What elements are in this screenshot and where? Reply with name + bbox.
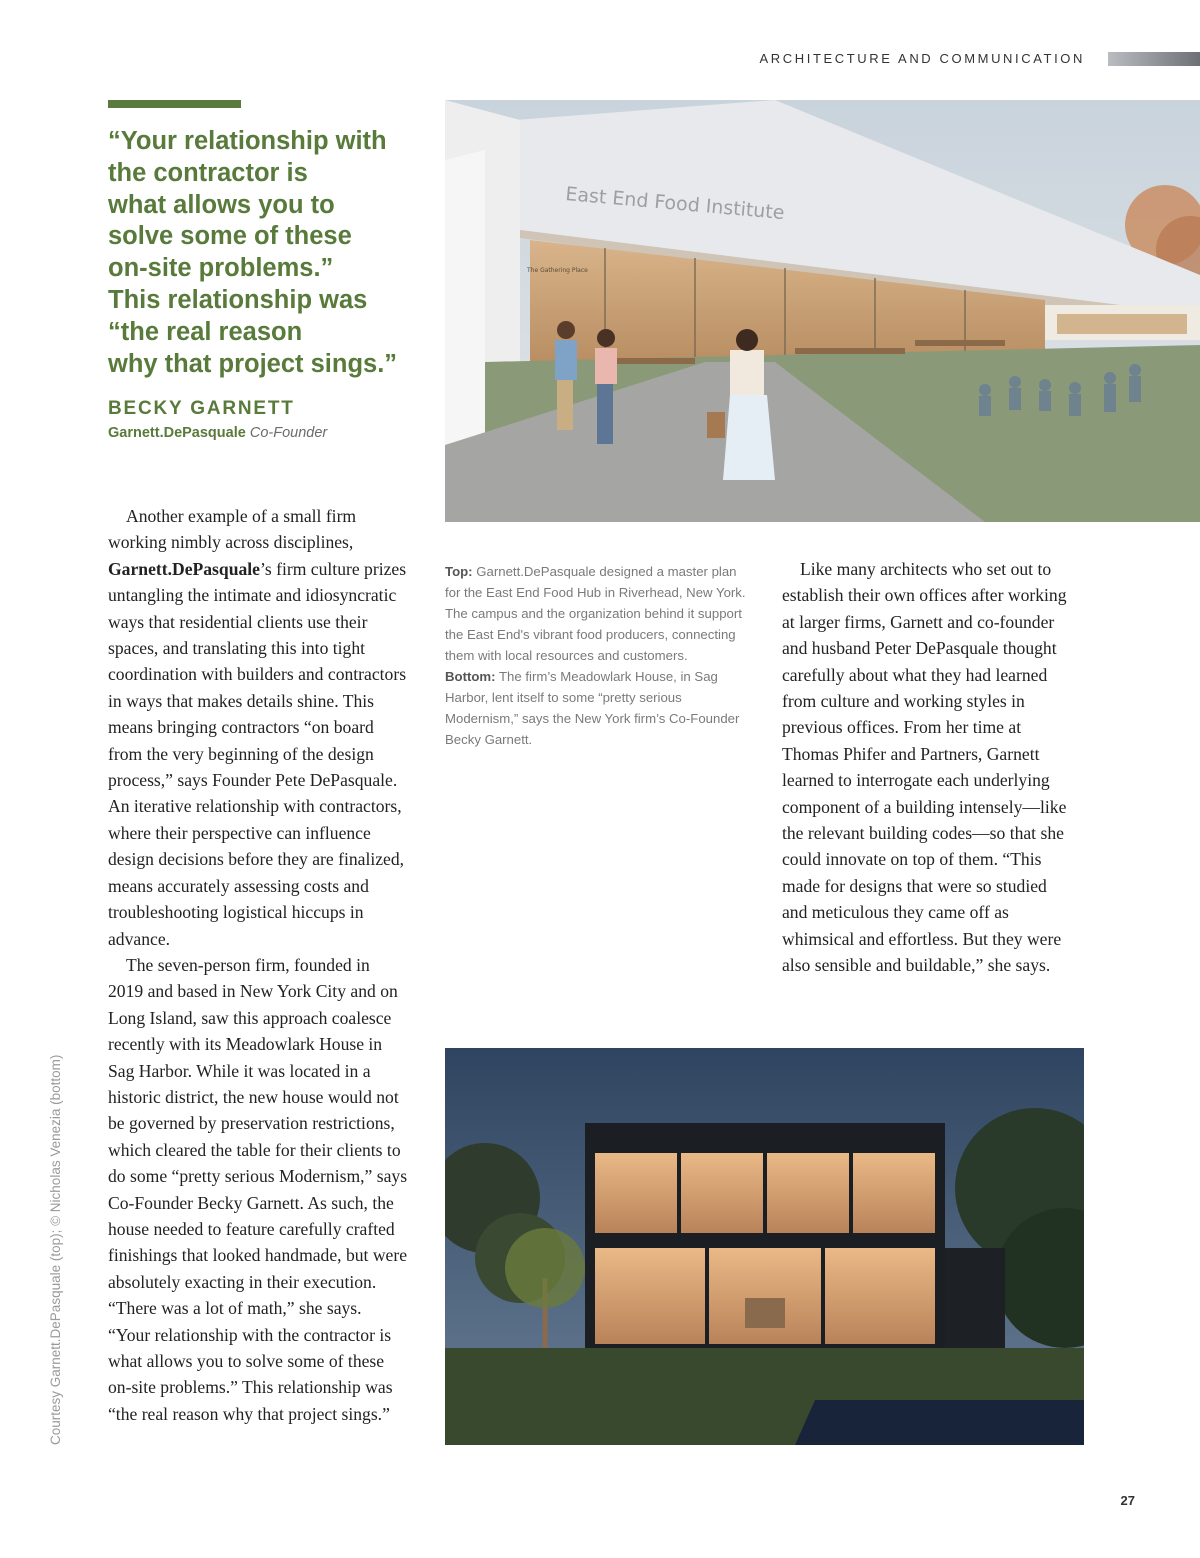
photo-caption — [445, 561, 750, 750]
meadowlark-house-photo — [445, 1048, 1084, 1445]
pull-quote-line: on-site problems.” — [108, 254, 334, 283]
photo-credit: Courtesy Garnett.DePasquale (top); © Nicholas Venezia (bottom) — [48, 1054, 63, 1445]
caption-top-text: Garnett.DePasquale designed a master plan for the East End Food Hub in Riverhead, New York. The campus and the organization behind it support the East End's vibrant food producers, connecting them with local resources and customers. — [445, 564, 746, 663]
article-column-1 — [108, 503, 408, 1427]
header-gradient-bar — [1108, 52, 1200, 66]
caption-bottom-text: The firm’s Meadowlark House, in Sag Harbor, lent itself to some “pretty serious Modernism,” says the New York firm’s Co-Founder Becky Garnett. — [445, 669, 740, 747]
caption-bottom-label: Bottom: — [445, 669, 496, 684]
building-sign: East End Food Institute — [564, 183, 786, 225]
section-header: ARCHITECTURE AND COMMUNICATION — [759, 51, 1085, 66]
pull-quote-line: solve some of these — [108, 222, 352, 251]
article-paragraph: Like many architects who set out to establish their own offices after working at larger firms, Garnett and co-founder and husband Peter DePasquale thought carefully about what they had learned from culture and working styles in previous offices. From her time at Thomas Phifer and Partners, Garnett learned to interrogate each underlying component of a building intensely—like the relevant building codes—so that she could innovate on top of them. “This made for designs that were so studied and meticulous they came off as whimsical and effortless. But they were also sensible and buildable,” she says. — [782, 559, 1067, 976]
attribution-title: Co-Founder — [249, 425, 328, 441]
pull-quote — [108, 126, 418, 380]
quote-attribution-role — [108, 425, 327, 441]
east-end-food-hub-rendering — [445, 100, 1200, 522]
quote-attribution-name: BECKY GARNETT — [108, 398, 295, 419]
attribution-firm: Garnett.DePasquale — [108, 425, 246, 441]
article-paragraph: Another example of a small firm working nimbly across disciplines, Garnett.DePasquale’s firm culture prizes untangling the intimate and idiosyncratic ways that residential clients use their spaces, and translating this into tight coordination with builders and contractors in ways that makes details shine. This means bringing contractors “on board from the very beginning of the design process,” says Founder Pete DePasquale. An iterative relationship with contractors, where their perspective can influence design decisions before they are finalized, means accurately assessing costs and troubleshooting logistical hiccups in advance. — [108, 506, 407, 949]
pull-quote-line: “the real reason — [108, 317, 303, 346]
building-sub-sign: The Gathering Place — [527, 267, 588, 274]
article-column-3 — [782, 556, 1072, 979]
firm-name: Garnett.DePasquale — [108, 558, 260, 579]
pull-quote-line: why that project sings.” — [108, 349, 398, 378]
pull-quote-line: “Your relationship with — [108, 127, 387, 155]
page-number: 27 — [1120, 1493, 1135, 1508]
pull-quote-line: the contractor is — [108, 158, 308, 187]
pull-quote-line: what allows you to — [108, 190, 335, 219]
pull-quote-rule — [108, 100, 241, 108]
article-paragraph: The seven-person firm, founded in 2019 and based in New York City and on Long Island, saw this approach coalesce recently with its Meadowlark House in Sag Harbor. While it was located in a historic district, the new house would not be governed by preservation restrictions, which cleared the table for their clients to do some “pretty serious Modernism,” says Co-Founder Becky Garnett. As such, the house needed to feature carefully crafted finishings that looked handmade, but were absolutely exacting in their execution. “There was a lot of math,” she says. “Your relationship with the contractor is what allows you to solve some of these on-site problems.” This relationship was “the real reason why that project sings.” — [108, 954, 408, 1424]
pull-quote-line: This relationship was — [108, 285, 368, 314]
caption-top-label: Top: — [445, 564, 473, 579]
